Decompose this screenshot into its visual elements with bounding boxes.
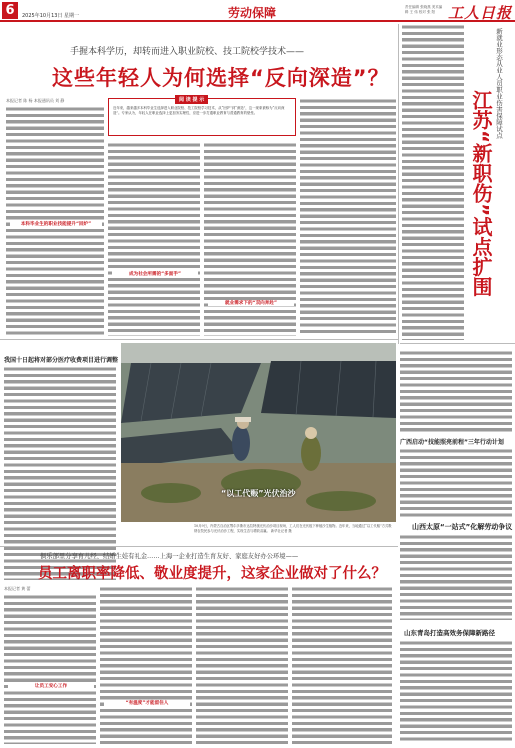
bottom-col-1 — [4, 594, 96, 744]
issue-date: 2025年10月13日 星期一 — [22, 13, 80, 19]
bottom-headline: 员工离职率降低、敬业度提升，这家企业做对了什么？ — [38, 566, 386, 582]
reading-tip-box — [108, 98, 296, 136]
brief3-body — [400, 534, 512, 620]
lead-headline: 这些年轻人为何选择“反向深造”？ — [52, 66, 390, 90]
bottom-rule — [0, 546, 398, 547]
photo-caption-badge: “以工代赈”光伏治沙 — [221, 489, 296, 498]
photo-caption-text: 10月9日，内蒙古自治区鄂尔多斯市达拉特旗光伏治沙项目现场，工人们在光伏板下种植沙生植物。近年来，当地通过“以工代赈”方式吸纳农牧民参与光伏治沙工程，实现生态与增收双赢。 — [194, 524, 392, 533]
editor-info: 责任编辑 张晓燕 美术编辑 王 伟 校对 张 阳 — [405, 5, 443, 14]
newspaper-logo: 工人日报 — [448, 4, 513, 22]
bottom-byline: 本报记者 黄 蕾 — [4, 586, 31, 591]
lead-col-4 — [300, 98, 396, 336]
brief1-title: 我国十日起将对部分医疗收费项目进行调整 — [4, 357, 119, 364]
bottom-kicker: 俱乐部里分享育儿经、结婚生娃有礼金……上海一企业打造生育友好、家庭友好办公环境—— — [40, 553, 299, 560]
lead-col-2 — [108, 142, 200, 336]
news-photo — [121, 343, 396, 522]
bottom-col-3 — [196, 586, 288, 744]
photo-caption — [194, 524, 394, 544]
reading-tip-label: 阅 读 提 示 — [175, 95, 208, 104]
photo-credit: 新华社记者 摄 — [270, 528, 292, 533]
bottom-col-4 — [292, 586, 392, 744]
bottom-subhead-1: 让员工安心工作 — [8, 683, 94, 689]
column-rule — [398, 24, 399, 344]
lead-byline: 本报记者 陈 杨 本报通讯员 刘 静 — [6, 98, 65, 103]
right-top-body — [400, 350, 512, 432]
page-number: 6 — [2, 2, 18, 19]
side-kicker: 新就业形态从业人员职业伤害保障试点 — [495, 28, 503, 139]
lead-subhead-3: 就业需求下的“双向奔赴” — [208, 300, 294, 306]
lead-subhead-1: 本科毕业生的职业技能提升“回炉” — [10, 221, 102, 227]
side-headline: 江苏“新职伤”试点扩围 — [469, 90, 493, 297]
bottom-subhead-2: “有温度”才能留住人 — [104, 700, 190, 706]
brief3-title: 山西太原“一站式”化解劳动争议 — [412, 523, 513, 531]
lead-subhead-2: 成为社会所需的“多面手” — [112, 271, 198, 277]
side-col-1 — [402, 24, 464, 340]
reading-tip-text: 近年来，越来越多本科毕业生选择进入职业院校、技工院校学习技术，从“回炉”到“深造”，这一现象被称为“反向深造”。专家认为，年轻人在职业选择上更加务实理性，应进一步打通职业教育与普通教育的壁垒。 — [113, 106, 285, 116]
bottom-col-2 — [100, 586, 192, 744]
brief2-title: 广西启动“技能照亮前程”三年行动计划 — [400, 439, 504, 446]
lead-col-3 — [204, 142, 296, 336]
brief4-title: 山东青岛打造高效务保障新路径 — [404, 629, 495, 637]
lead-kicker: 手握本科学历，却转而进入职业院校、技工院校学技术—— — [70, 47, 305, 57]
section-title: 劳动保障 — [228, 6, 277, 20]
side-rule — [400, 343, 515, 344]
brief1-body — [4, 366, 116, 580]
brief2-body — [400, 448, 512, 518]
brief4-body — [400, 640, 512, 744]
section-rule — [0, 339, 398, 340]
